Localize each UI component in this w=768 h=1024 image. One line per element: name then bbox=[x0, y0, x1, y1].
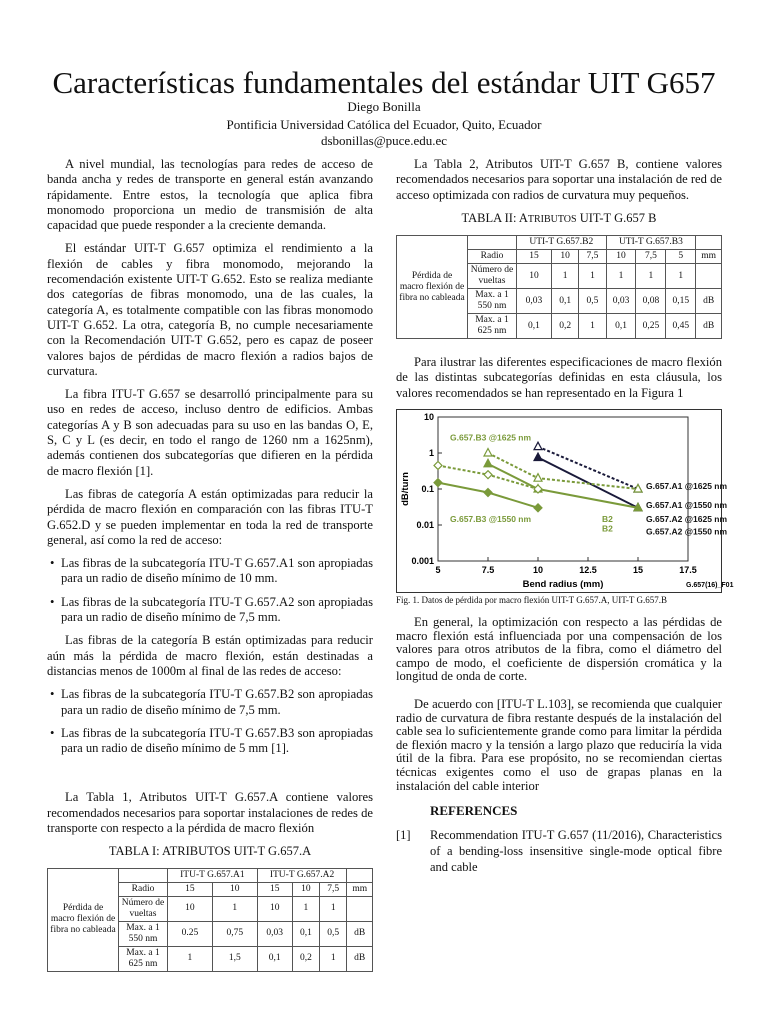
table1-cell: 0,1 bbox=[257, 946, 292, 971]
data-point bbox=[434, 479, 442, 487]
table1-cell: 15 bbox=[168, 882, 213, 896]
table2-max1550-label: Max. a 1 550 nm bbox=[468, 289, 517, 314]
paragraph: De acuerdo con [ITU-T L.103], se recomienda que cualquier radio de curvatura de fibra restante después de la instalación del cable sea lo suficientemente grande como para limitar la pérdida de flexión macro y la tensión a largo plazo que reduciría la vida útil de la fibra. Para ese propósito, no se recomiendan ciertas técnicas exigentes como el uso de grapas planas en la instalación del cable interior bbox=[396, 697, 722, 793]
table2-cell: 0,25 bbox=[636, 314, 666, 339]
series-annotation: G.657.B3 @1625 nm bbox=[450, 432, 532, 443]
y-tick-label: 1 bbox=[428, 448, 434, 459]
table2-caption: TABLA II: ATRIBUTOS UIT-T G.657 B bbox=[461, 210, 657, 225]
table2-cell: 1 bbox=[579, 264, 606, 289]
series-annotation: G.657.B3 @1550 nm bbox=[450, 514, 532, 525]
figure-1 bbox=[396, 409, 734, 606]
table2-cell: 0,08 bbox=[636, 289, 666, 314]
email: dsbonillas@puce.edu.ec bbox=[320, 133, 448, 148]
table1-caption: TABLA I: ATRIBUTOS UIT-T G.657.A bbox=[108, 844, 312, 859]
table2-cell: 10 bbox=[606, 250, 636, 264]
data-point bbox=[534, 474, 542, 482]
table1-cell: 1 bbox=[320, 946, 347, 971]
table2-cell: 10 bbox=[517, 264, 552, 289]
paragraph: Para ilustrar las diferentes especificaciones de macro flexión de las distintas subcategorías definidas en esta cláusula, los valores recomendados se han representado en la Figura 1 bbox=[396, 355, 722, 400]
paragraph: La Tabla 1, Atributos UIT-T G.657.A contiene valores recomendados necesarios para soportar instalaciones de redes de transporte con respecto a la pérdida de macro flexión bbox=[47, 790, 373, 835]
x-axis-label: Bend radius (mm) bbox=[522, 579, 604, 591]
bullet-item: • Las fibras de la subcategoría ITU-T G.657.B3 son apropiadas para un radio de diseño mínimo de 5 mm [1]. bbox=[47, 726, 373, 757]
x-tick-label: 5 bbox=[435, 565, 441, 576]
table2-unit: dB bbox=[696, 289, 722, 314]
table1-cell: 0.25 bbox=[168, 921, 213, 946]
paragraph: Las fibras de la categoría B están optimizadas para reducir aún más la pérdida de macro flexión, están destinadas a distancias menos de 1000m al final de las redes de acceso: bbox=[47, 633, 373, 678]
data-point bbox=[484, 489, 492, 497]
table1-cell: 10 bbox=[212, 882, 257, 896]
table1-cell: 1 bbox=[168, 946, 213, 971]
y-tick-label: 10 bbox=[423, 412, 434, 423]
table1-cell: 0,03 bbox=[257, 921, 292, 946]
figure-caption: Fig. 1. Datos de pérdida por macro flexión UIT-T G.657.A, UIT-T G.657.B bbox=[396, 595, 667, 606]
table1-cell: 10 bbox=[168, 896, 213, 921]
y-tick-label: 0.1 bbox=[421, 484, 434, 495]
paragraph: La fibra ITU-T G.657 se desarrolló principalmente para su uso en redes de acceso, incluso dentro de edificios. Ambas categorías A y B son adecuadas para su uso en las bandas O, E, S, C y L (es decir, en todo el rango de 1260 nm a 1625nm), además contienen dos subcategorías que difieren en la pérdida de macro flexión [1]. bbox=[47, 387, 373, 478]
reference-item bbox=[396, 827, 722, 875]
x-tick-label: 17.5 bbox=[679, 565, 697, 576]
bullet-item: • Las fibras de la subcategoría ITU-T G.657.A1 son apropiadas para un radio de diseño mínimo de 10 mm. bbox=[47, 556, 373, 587]
paper-title: Características fundamentales del estándar UIT G657 bbox=[52, 65, 716, 100]
y-axis-label: dB/turn bbox=[400, 472, 411, 506]
table2 bbox=[396, 235, 722, 339]
series-annotation: B2 bbox=[602, 523, 613, 534]
bullet-item: • Las fibras de la subcategoría ITU-T G.657.B2 son apropiadas para un radio de diseño mínimo de 7,5 mm. bbox=[47, 687, 373, 718]
table2-cell: 1 bbox=[579, 314, 606, 339]
data-point bbox=[534, 442, 542, 450]
corner-note: G.657(16)_F01 bbox=[686, 582, 734, 590]
table1-cell: 1 bbox=[212, 896, 257, 921]
data-point bbox=[434, 462, 442, 470]
table2-cell: 10 bbox=[551, 250, 578, 264]
table1-group1: ITU-T G.657.A1 bbox=[168, 868, 258, 882]
bullet-list bbox=[47, 687, 373, 756]
table2-group2: UTI-T G.657.B3 bbox=[606, 236, 696, 250]
table1-cell: 1,5 bbox=[212, 946, 257, 971]
y-tick-label: 0.001 bbox=[411, 556, 434, 567]
table2-unit: dB bbox=[696, 314, 722, 339]
table2-cell: 0,5 bbox=[579, 289, 606, 314]
series-annotation: B2 bbox=[602, 514, 613, 525]
series-annotation: G.657.A1 @1550 nm bbox=[646, 499, 728, 510]
table2-unit: mm bbox=[696, 250, 722, 264]
table1-cell: 15 bbox=[257, 882, 292, 896]
data-point bbox=[534, 504, 542, 512]
paragraph: A nivel mundial, las tecnologías para redes de acceso de banda ancha y redes de transporte en general están avanzando rápidamente. Entre estos, la tecnología que aplica fibra monomodo proporciona un medio de transmisión de alta capacidad que puede responder a la creciente demanda. bbox=[47, 157, 373, 233]
table1-cell: 10 bbox=[292, 882, 319, 896]
paragraph: La Tabla 2, Atributos UIT-T G.657 B, contiene valores recomendados necesarios para soportar una instalación de red de acceso optimizada con radios de curvatura muy pequeños. bbox=[396, 157, 722, 202]
series-annotation: G.657.A2 @1625 nm bbox=[646, 514, 728, 525]
x-tick-label: 10 bbox=[532, 565, 544, 576]
table1-cell: 0,5 bbox=[320, 921, 347, 946]
table2-cell: 5 bbox=[666, 250, 696, 264]
table1-cell: 0,2 bbox=[292, 946, 319, 971]
table1-cell: 0,75 bbox=[212, 921, 257, 946]
table2-max1625-label: Max. a 1 625 nm bbox=[468, 314, 517, 339]
table2-row-label: Pérdida de macro flexión de fibra no cableada bbox=[397, 236, 468, 339]
series-annotation: G.657.A1 @1625 nm bbox=[646, 481, 728, 492]
table2-cell: 0,2 bbox=[551, 314, 578, 339]
y-tick-label: 0.01 bbox=[416, 520, 434, 531]
table1-row-label: Pérdida de macro flexión de fibra no cableada bbox=[48, 868, 119, 971]
right-column bbox=[396, 157, 734, 875]
left-column bbox=[47, 157, 373, 972]
affiliation: Pontificia Universidad Católica del Ecuador, Quito, Ecuador bbox=[226, 117, 542, 132]
table1-radio-label: Radio bbox=[119, 882, 168, 896]
reference-text: Recommendation ITU-T G.657 (11/2016), Characteristics of a bending-loss insensitive single-mode optical fibre and cable bbox=[430, 827, 722, 874]
series-annotation: G.657.A2 @1550 nm bbox=[646, 526, 728, 537]
table1-unit: dB bbox=[347, 921, 373, 946]
table1-cell: 1 bbox=[292, 896, 319, 921]
reference-number: [1] bbox=[396, 827, 411, 842]
x-tick-label: 15 bbox=[632, 565, 644, 576]
bullet-item: • Las fibras de la subcategoría ITU-T G.657.A2 son apropiadas para un radio de diseño mínimo de 7,5 mm. bbox=[47, 595, 373, 626]
table2-cell: 0,15 bbox=[666, 289, 696, 314]
paragraph: En general, la optimización con respecto a las pérdidas de macro flexión está influenciada por una compensación de los valores para otros atributos de la fibra, como el diámetro del campo de modo, el coeficiente de dispersión cromática y la longitud de onda de corte. bbox=[396, 615, 722, 684]
table1-turns-label: Número de vueltas bbox=[119, 896, 168, 921]
chart bbox=[396, 409, 734, 593]
bullet-list bbox=[47, 556, 373, 625]
data-point bbox=[484, 449, 492, 457]
table2-cell: 0,1 bbox=[551, 289, 578, 314]
references-heading: REFERENCES bbox=[430, 803, 518, 819]
table2-cell: 0,03 bbox=[606, 289, 636, 314]
table1-cell: 7,5 bbox=[320, 882, 347, 896]
table2-cell: 0,45 bbox=[666, 314, 696, 339]
x-tick-label: 12.5 bbox=[579, 565, 597, 576]
table2-cell: 7,5 bbox=[579, 250, 606, 264]
table1-cell: 10 bbox=[257, 896, 292, 921]
table2-cell: 15 bbox=[517, 250, 552, 264]
table1-group2: ITU-T G.657.A2 bbox=[257, 868, 347, 882]
table1-max1550-label: Max. a 1 550 nm bbox=[119, 921, 168, 946]
table2-cell: 1 bbox=[606, 264, 636, 289]
table2-group1: UTI-T G.657.B2 bbox=[517, 236, 607, 250]
table2-radio-label: Radio bbox=[468, 250, 517, 264]
table2-cell: 1 bbox=[666, 264, 696, 289]
table2-cell: 7,5 bbox=[636, 250, 666, 264]
paragraph: Las fibras de categoría A están optimizadas para reducir la pérdida de macro flexión en comparación con las fibras ITU-T G.652.D y se pueden implementar en toda la red de transporte general, así como la red de acceso: bbox=[47, 486, 373, 547]
paragraph: El estándar UIT-T G.657 optimiza el rendimiento a la flexión de cables y fibra monomodo, mejorando la recomendación existente UIT-T G.652. Esto se realiza mediante dos categorías de fibras monomodo, una de las cuales, la categoría A, es totalmente compatible con las fibras monomodo UIT-T G.652. La otra, categoría B, no cumple necesariamente con la Recomendación UIT-T G.652, pero es capaz de poseer valores bajos de pérdidas de macro flexión a radios bajos de curvatura. bbox=[47, 241, 373, 378]
table1-max1625-label: Max. a 1 625 nm bbox=[119, 946, 168, 971]
table2-cell: 1 bbox=[636, 264, 666, 289]
data-point bbox=[484, 459, 492, 467]
data-point bbox=[534, 453, 542, 461]
table2-cell: 1 bbox=[551, 264, 578, 289]
table2-cell: 0,03 bbox=[517, 289, 552, 314]
table1 bbox=[47, 868, 373, 972]
table2-cell: 0,1 bbox=[517, 314, 552, 339]
table1-unit: dB bbox=[347, 946, 373, 971]
table2-turns-label: Número de vueltas bbox=[468, 264, 517, 289]
author: Diego Bonilla bbox=[347, 99, 421, 114]
x-tick-label: 7.5 bbox=[481, 565, 495, 576]
data-point bbox=[484, 471, 492, 479]
table1-cell: 1 bbox=[320, 896, 347, 921]
table1-unit: mm bbox=[347, 882, 373, 896]
table2-cell: 0,1 bbox=[606, 314, 636, 339]
table1-cell: 0,1 bbox=[292, 921, 319, 946]
